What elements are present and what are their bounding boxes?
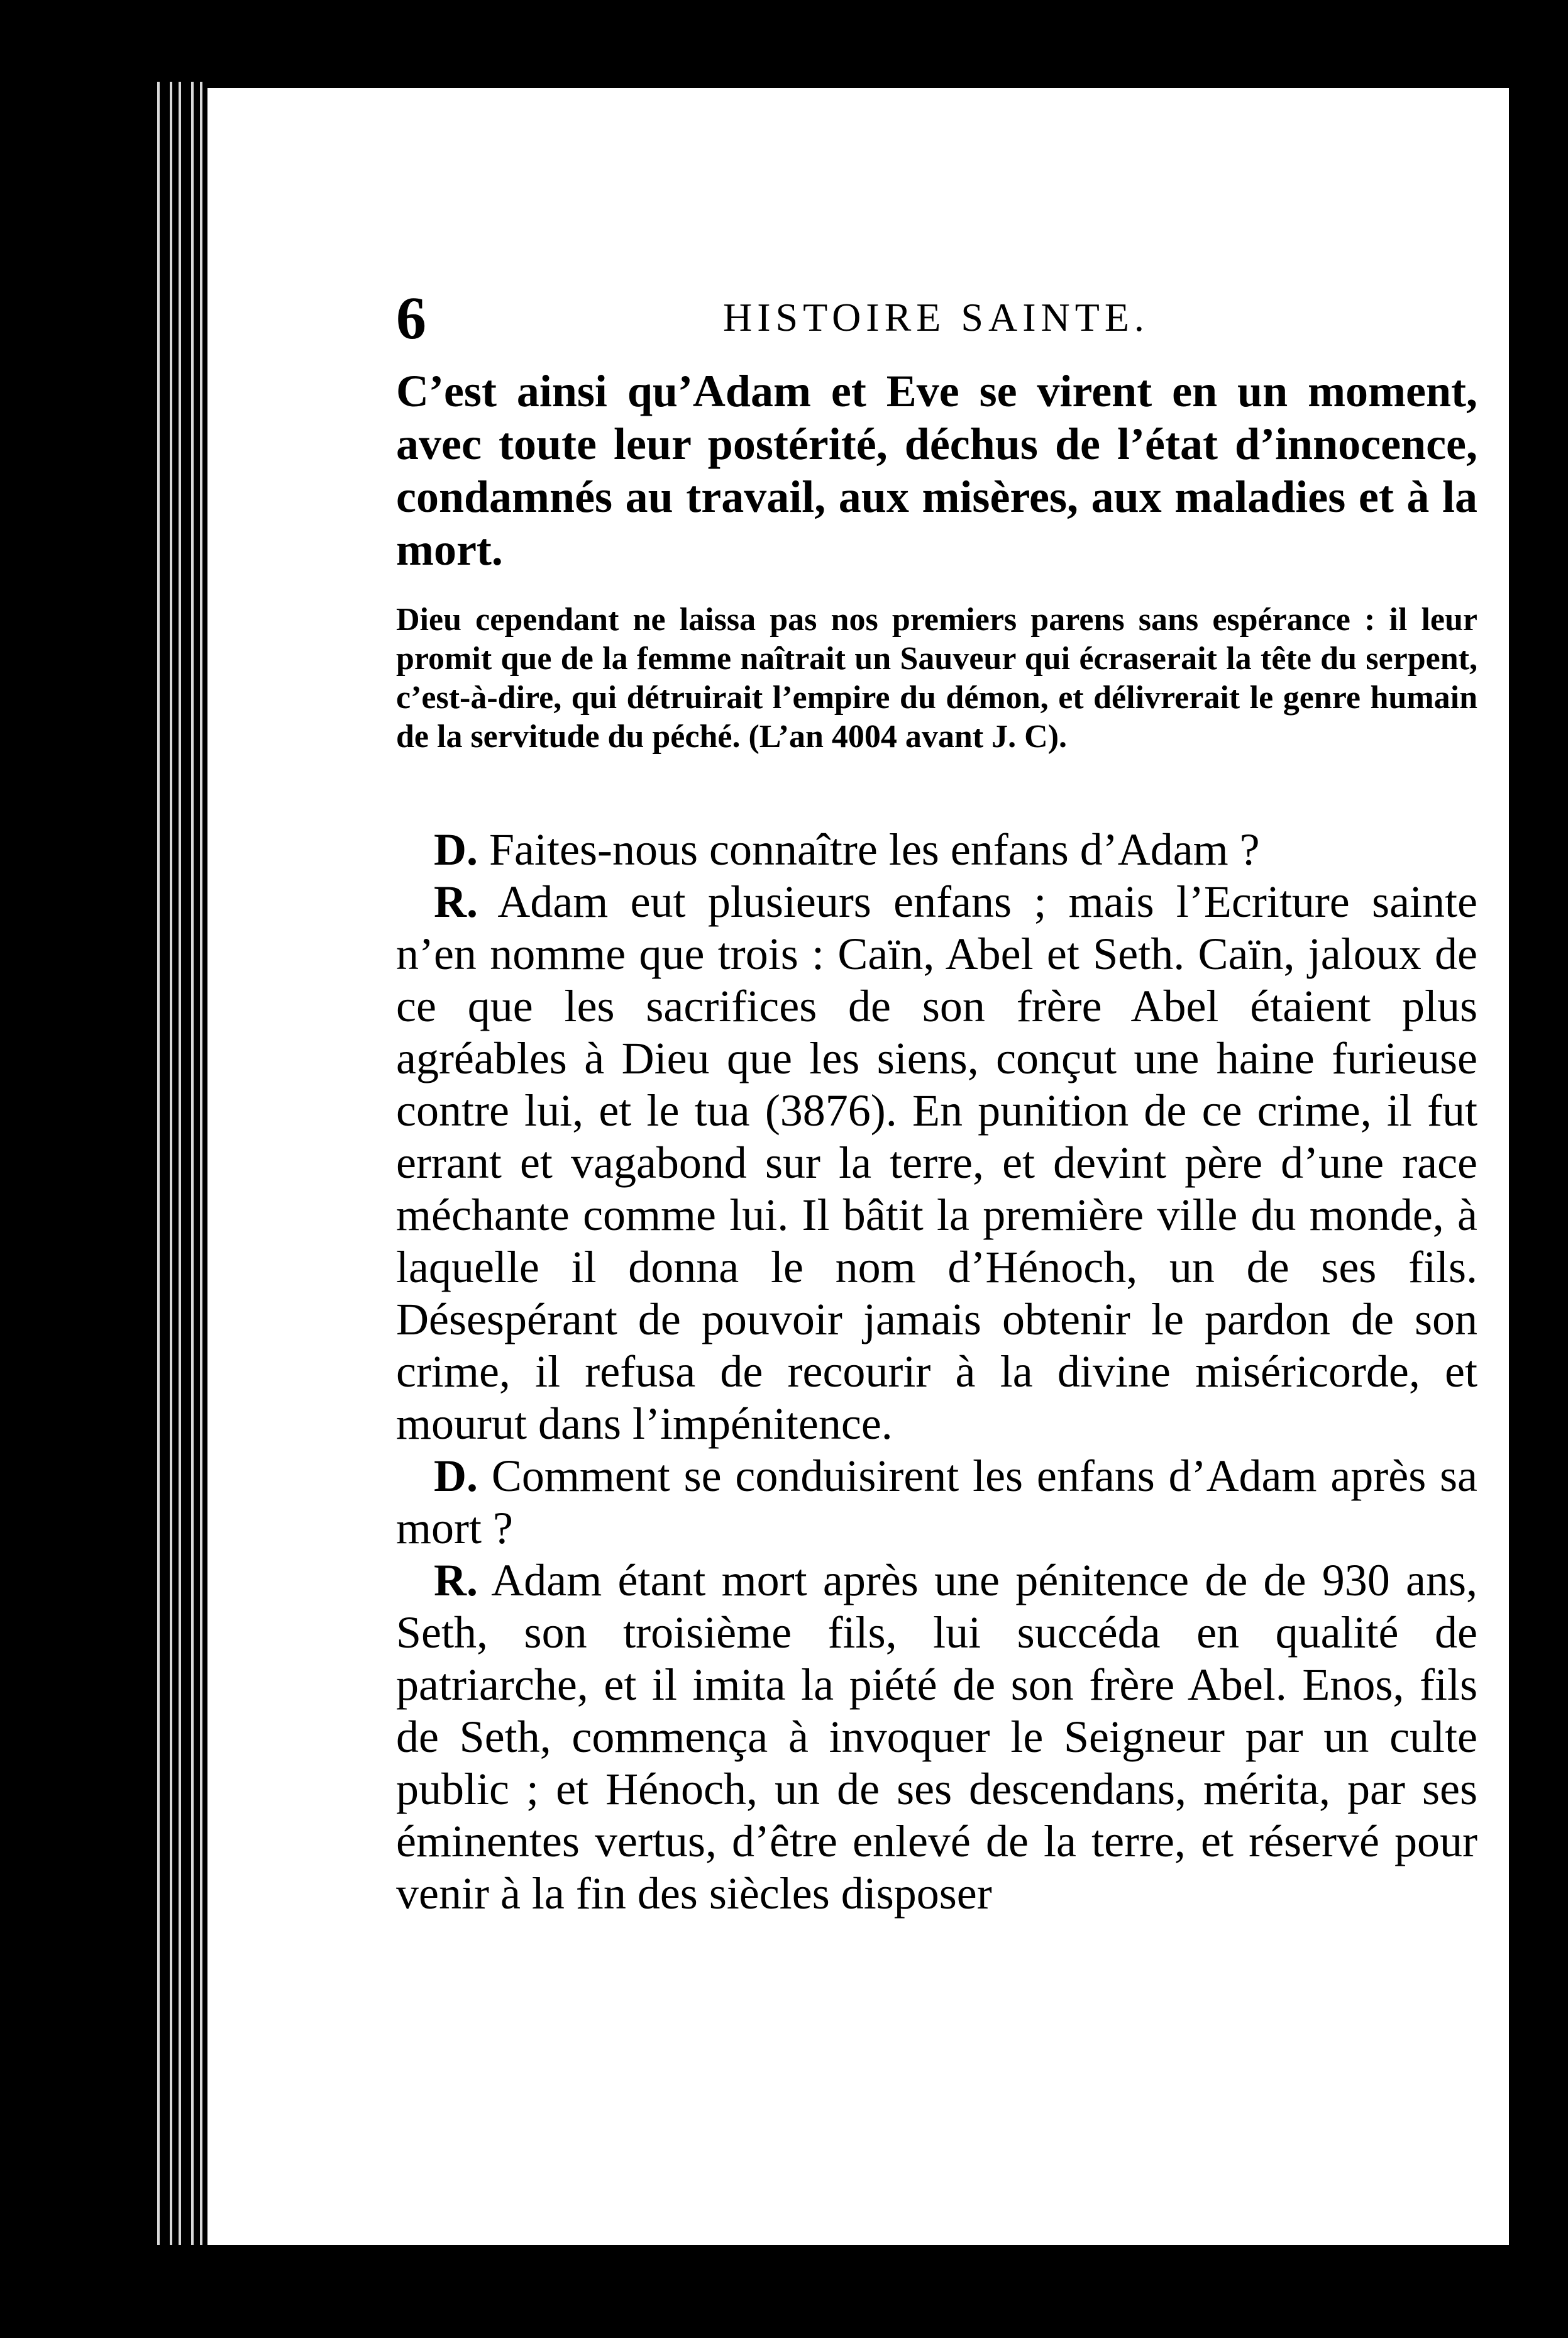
qa-block xyxy=(396,824,1477,1920)
page-number: 6 xyxy=(396,284,428,352)
answer-1 xyxy=(396,876,1477,1450)
answer-text: Adam étant mort après une pénitence de de 930 ans, Seth, son troisième fils, lui succéda en qualité de patriarche, et il imita la piété de son frère Abel. Enos, fils de Seth, commença à invoquer le Seigneur par un culte public ; et Hénoch, un de ses descendans, mérita, par ses éminentes vertus, d’être enlevé de la terre, et réservé pour venir à la fin des siècles disposer xyxy=(396,1555,1477,1919)
question-label: D. xyxy=(434,824,478,875)
scan-binding-edge xyxy=(151,82,207,2245)
answer-label: R. xyxy=(434,877,478,927)
note-block xyxy=(396,601,1477,756)
page-header xyxy=(396,283,1402,352)
question-label: D. xyxy=(434,1451,478,1501)
question-2 xyxy=(396,1450,1477,1554)
question-1 xyxy=(396,824,1477,876)
note-paragraph: Dieu cependant ne laissa pas nos premiers parens sans espérance : il leur promit que de la femme naîtrait un Sauveur qui écraserait la tête du serpent, c’est-à-dire, qui détruirait l’empire du démon, et délivrerait le genre humain de la servitude du péché. (L’an 4004 avant J. C). xyxy=(396,602,1477,755)
book-page xyxy=(207,88,1509,2245)
intro-paragraph: C’est ainsi qu’Adam et Eve se virent en un moment, avec toute leur postérité, déchus de l’état d’innocence, condamnés au travail, aux misères, aux maladies et à la mort. xyxy=(396,366,1477,575)
intro-block xyxy=(396,365,1477,576)
answer-label: R. xyxy=(434,1555,478,1605)
running-head: HISTOIRE SAINTE. xyxy=(723,295,1149,340)
answer-text: Adam eut plusieurs enfans ; mais l’Ecriture sainte n’en nomme que trois : Caïn, Abel et Seth. Caïn, jaloux de ce que les sacrifices de son frère Abel étaient plus agréables à Dieu que les siens, conçut une haine furieuse contre lui, et le tua (3876). En punition de ce crime, il fut errant et vagabond sur la terre, et devint père d’une race méchante comme lui. Il bâtit la première ville du monde, à laquelle il donna le nom d’Hénoch, un de ses fils. Désespérant de pouvoir jamais obtenir le pardon de son crime, il refusa de recourir à la divine miséricorde, et mourut dans l’impénitence. xyxy=(396,877,1477,1449)
question-text: Faites-nous connaître les enfans d’Adam ? xyxy=(489,824,1260,875)
question-text: Comment se conduisirent les enfans d’Adam après sa mort ? xyxy=(396,1451,1478,1553)
answer-2 xyxy=(396,1554,1477,1920)
